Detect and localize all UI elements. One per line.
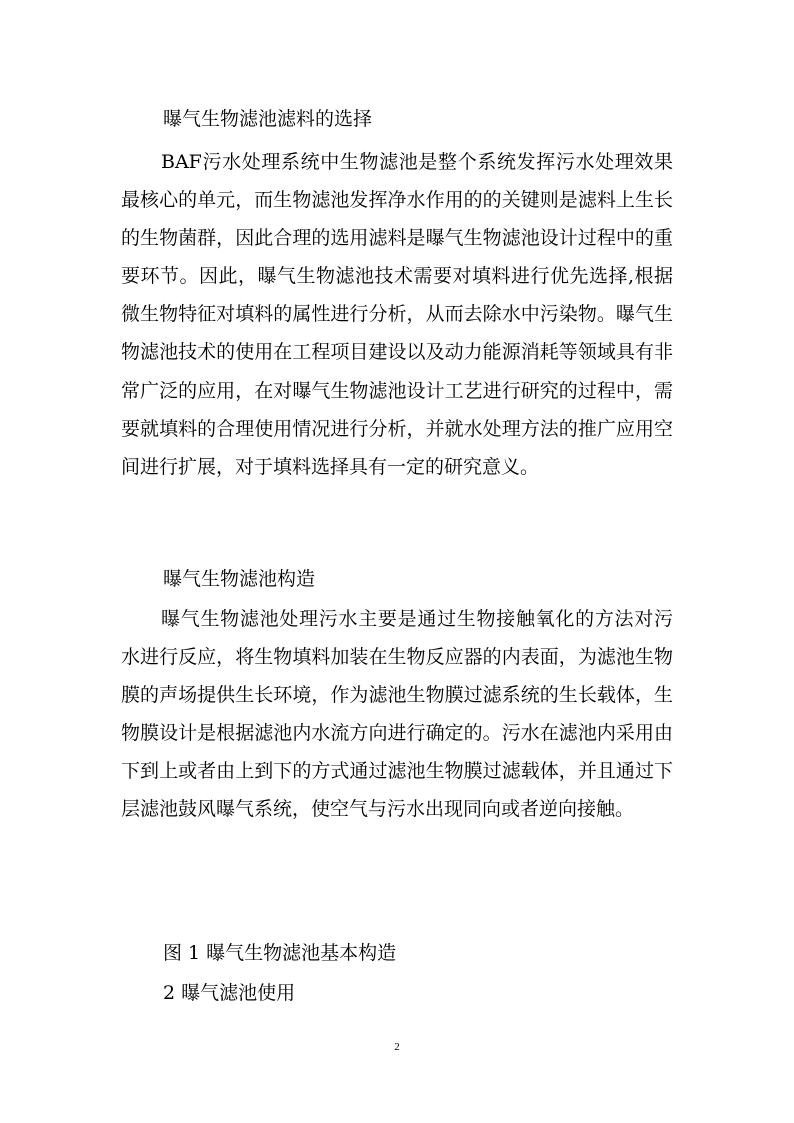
paragraph-structure: 曝气生物滤池处理污水主要是通过生物接触氧化的方法对污水进行反应，将生物填料加装在生物反应器的内表面，为滤池生物膜的声场提供生长环境，作为滤池生物膜过滤系统的生长载体，生物膜设计是根据滤池内水流方向进行确定的。污水在滤池内采用由下到上或者由上到下的方式通过滤池生物膜过滤载体，并且通过下层滤池鼓风曝气系统，使空气与污水出现同向或者逆向接触。 <box>121 608 673 821</box>
section-heading-structure: 曝气生物滤池构造 <box>163 568 316 590</box>
section-heading-usage: 2 曝气滤池使用 <box>163 982 296 1004</box>
page-number: 2 <box>394 1041 400 1053</box>
paragraph-filter-media: BAF污水处理系统中生物滤池是整个系统发挥污水处理效果最核心的单元，而生物滤池发挥净水作用的的关键则是滤料上生长的生物菌群，因此合理的选用滤料是曝气生物滤池设计过程中的重要环节。因此，曝气生物滤池技术需要对填料进行优先选择,根据微生物特征对填料的属性进行分析，从而去除水中污染物。曝气生物滤池技术的使用在工程项目建设以及动力能源消耗等领域具有非常广泛的应用，在对曝气生物滤池设计工艺进行研究的过程中，需要就填料的合理使用情况进行分析，并就水处理方法的推广应用空间进行扩展，对于填料选择具有一定的研究意义。 <box>121 151 673 478</box>
figure-caption: 图 1 曝气生物滤池基本构造 <box>163 942 397 964</box>
section-heading-filter-media: 曝气生物滤池滤料的选择 <box>163 108 373 130</box>
